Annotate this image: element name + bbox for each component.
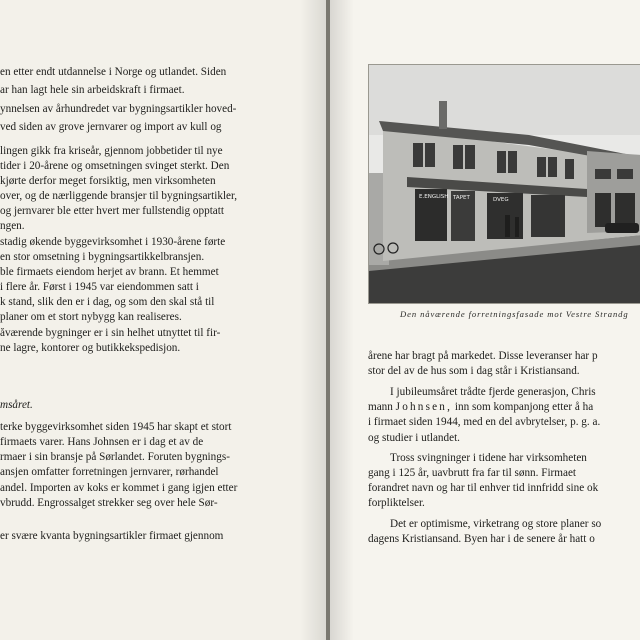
text-line: stadig økende byggevirksomhet i 1930-årene førte bbox=[0, 236, 226, 248]
text-line: Tross svingninger i tidene har virksomheten bbox=[390, 452, 587, 464]
text-line: tider i 20-årene og omsetningen svinget sterkt. Den bbox=[0, 160, 230, 172]
page-curve-shadow bbox=[300, 0, 326, 640]
section-heading: msåret. bbox=[0, 399, 33, 411]
text-line: rmaer i sin bransje på Sørlandet. Foruten bygnings- bbox=[0, 451, 230, 463]
shop-sign-2: TAPET bbox=[453, 195, 470, 201]
text-line: ăværende bygninger er i sin helhet utnyttet til fir- bbox=[0, 327, 221, 339]
text-line: k stand, slik den er i dag, og som den skal stå til bbox=[0, 296, 215, 308]
text-line: forpliktelser. bbox=[368, 497, 425, 509]
text-line: og studier i utlandet. bbox=[368, 432, 460, 444]
text-line: en stor omsetning i bygningsartikkelbransjen. bbox=[0, 251, 205, 263]
text-line: I jubileumsåret trådte fjerde generasjon, Chris bbox=[390, 386, 596, 398]
text-line: Det er optimisme, virketrang og store planer so bbox=[390, 518, 602, 530]
text-fragment: inn som kompanjong etter å ha bbox=[454, 401, 594, 413]
text-line: en etter endt utdannelse i Norge og utlandet. Siden bbox=[0, 66, 227, 78]
text-line: ngen. bbox=[0, 220, 25, 232]
shop-sign-1: E.ENGLISH bbox=[419, 194, 449, 200]
text-line: forandret navn og har til enhver tid innfridd sine ok bbox=[368, 482, 599, 494]
text-fragment: mann bbox=[368, 401, 393, 413]
text-line: ynnelsen av århundredet var bygningsartikler hoved- bbox=[0, 103, 237, 115]
text-line: planer om et stort nybygg kan realiseres. bbox=[0, 311, 182, 323]
text-line: terke byggevirksomhet siden 1945 har skapt et stort bbox=[0, 421, 232, 433]
text-line: kjørte derfor meget forsiktig, men virksomheten bbox=[0, 175, 216, 187]
spaced-name: Johnsen, bbox=[395, 401, 453, 413]
text-line: ar han lagt hele sin arbeidskraft i firmaet. bbox=[0, 84, 185, 96]
text-line: ved siden av grove jernvarer og import av kull og bbox=[0, 121, 222, 133]
storefront-photo bbox=[368, 64, 640, 304]
text-line: er svære kvanta bygningsartikler firmaet gjennom bbox=[0, 530, 224, 542]
text-line: i flere år. Først i 1945 var eiendommen satt i bbox=[0, 281, 199, 293]
photo-caption: Den nåværende forretningsfasade mot Vestre Strandg bbox=[400, 309, 629, 319]
text-line: stor del av de hus som i dag står i Kristiansand. bbox=[368, 365, 580, 377]
text-line: og jernvarer ble etter hvert mer fullstendig opptatt bbox=[0, 205, 224, 217]
page-curve-shadow bbox=[330, 0, 354, 640]
text-line bbox=[368, 401, 593, 414]
text-line: firmaets varer. Hans Johnsen er i dag et av de bbox=[0, 436, 204, 448]
text-line: årene har bragt på markedet. Disse leveranser har p bbox=[368, 350, 598, 362]
text-line: over, og de nærliggende bransjer til bygningsartikler, bbox=[0, 190, 238, 202]
text-line: andel. Importen av koks er kommet i gang igjen etter bbox=[0, 482, 238, 494]
text-line: vbrudd. Engrossalget strekker seg over hele Sør- bbox=[0, 497, 218, 509]
text-line: i firmaet siden 1944, med en del avbrytelser, p. g. a. bbox=[368, 416, 601, 428]
text-line: ansjen omfatter forretningen jernvarer, rørhandel bbox=[0, 466, 219, 478]
text-line: dagens Kristiansand. Byen har i de senere år hatt o bbox=[368, 533, 595, 545]
text-line: ne lagre, kontorer og butikkekspedisjon. bbox=[0, 342, 181, 354]
text-line: lingen gikk fra kriseår, gjennom jobbetider til nye bbox=[0, 145, 223, 157]
text-line: gang i 125 år, uavbrutt fra far til sønn. Firmaet bbox=[368, 467, 577, 479]
shop-sign-3: DVEG bbox=[493, 197, 509, 203]
right-page bbox=[330, 0, 640, 640]
text-line: ble firmaets eiendom herjet av brann. Et hemmet bbox=[0, 266, 219, 278]
